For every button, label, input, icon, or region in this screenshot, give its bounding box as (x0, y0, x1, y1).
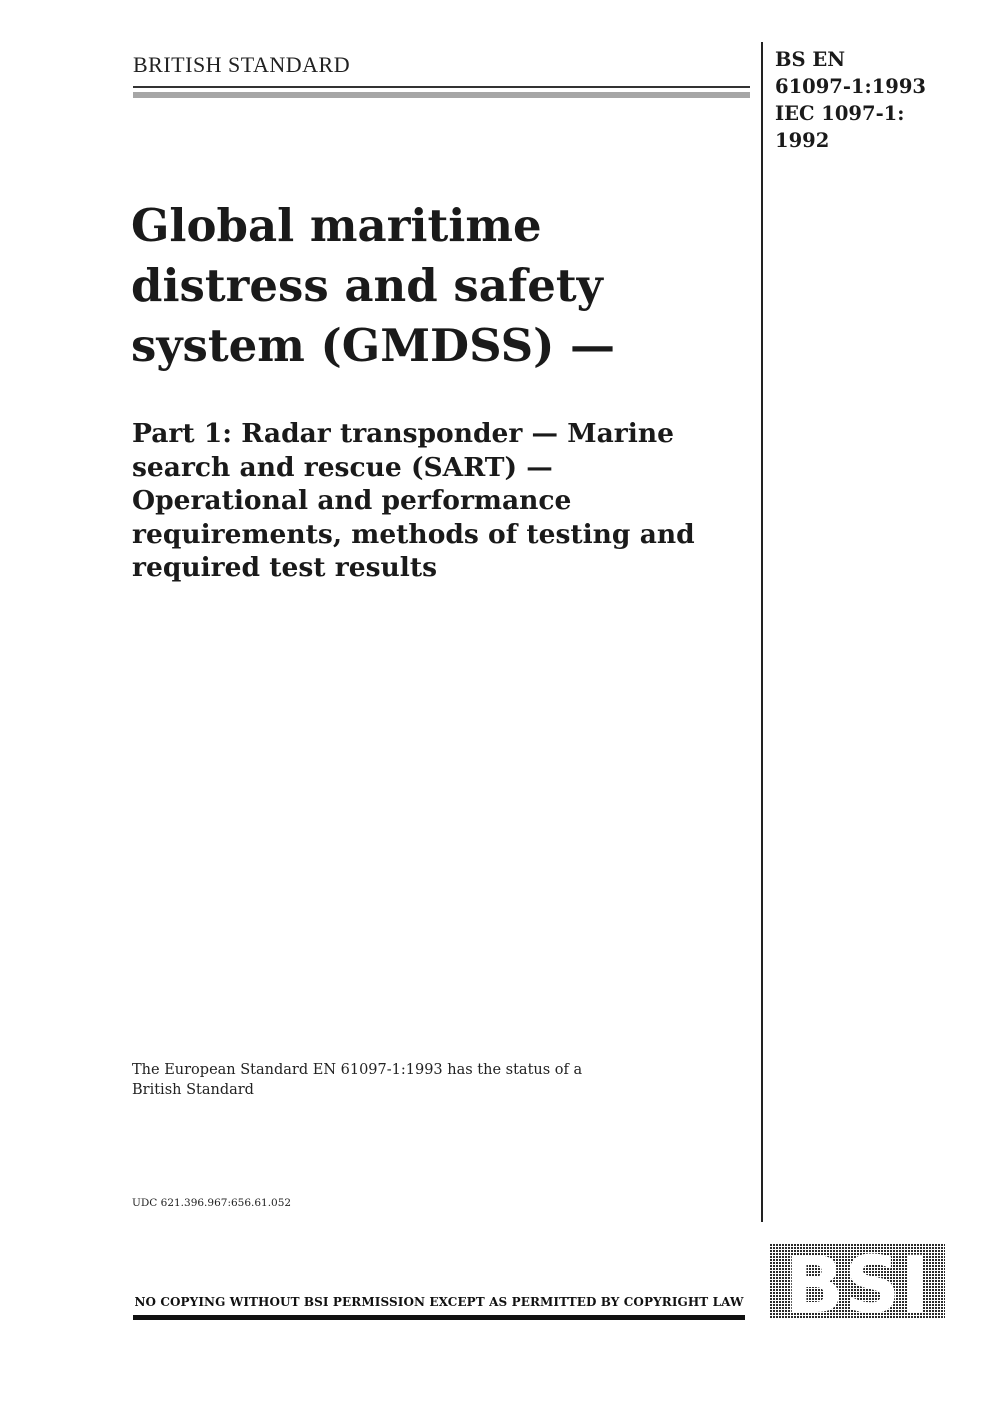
bsi-logo-text: BSI (784, 1244, 930, 1318)
status-note-line: The European Standard EN 61097-1:1993 has the status of a (132, 1062, 583, 1078)
subtitle-line: Operational and performance (132, 485, 572, 516)
title-line: Global maritime (131, 199, 542, 252)
header-rule-thin (133, 86, 750, 88)
copyright-notice: NO COPYING WITHOUT BSI PERMISSION EXCEPT AS PERMITTED BY COPYRIGHT LAW (134, 1295, 744, 1309)
subtitle-line: requirements, methods of testing and (132, 518, 695, 550)
standard-identifier (775, 46, 975, 154)
document-title (131, 196, 741, 376)
title-line: system (GMDSS) — (131, 319, 616, 372)
standard-id-line: 1992 (775, 129, 830, 152)
subtitle-line: Part 1: Radar transponder — Marine (132, 418, 674, 449)
footer-rule (133, 1315, 745, 1320)
document-type-label: BRITISH STANDARD (133, 52, 351, 77)
bsi-logo-icon (770, 1244, 945, 1318)
standard-id-line: 61097-1:1993 (775, 75, 926, 98)
status-note (132, 1060, 652, 1100)
header-rule-grey (133, 92, 750, 98)
vertical-divider (761, 42, 763, 1222)
document-subtitle (132, 417, 752, 585)
standard-id-line: IEC 1097-1: (775, 102, 905, 125)
title-line: distress and safety (131, 259, 603, 312)
status-note-line: British Standard (132, 1082, 254, 1098)
subtitle-line: required test results (132, 552, 437, 583)
standard-id-line: BS EN (775, 48, 846, 71)
udc-code: UDC 621.396.967:656.61.052 (132, 1197, 292, 1209)
subtitle-line: search and rescue (SART) — (132, 451, 553, 483)
